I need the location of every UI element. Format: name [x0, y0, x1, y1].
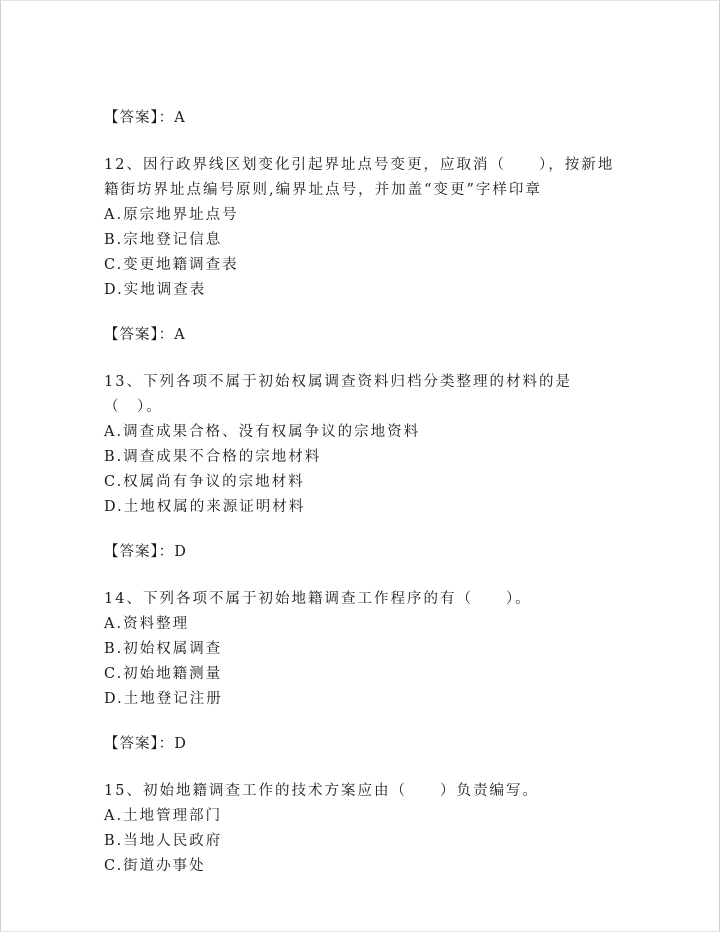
question-12: 12、因行政界线区划变化引起界址点号变更，应取消（ ），按新地籍街坊界址点编号原则,编界址点号，并加盖“变更”字样印章	[104, 157, 615, 198]
option-c: C.变更地籍调查表	[104, 257, 239, 273]
answer-label: 【答案】：A	[104, 110, 186, 126]
question-14: 14、下列各项不属于初始地籍调查工作程序的有（ ）。	[104, 591, 532, 607]
option-c: C.权属尚有争议的宗地材料	[104, 474, 305, 490]
option-a: A.调查成果合格、没有权属争议的宗地资料	[104, 424, 421, 440]
question-15: 15、初始地籍调查工作的技术方案应由（ ）负责编写。	[104, 783, 539, 799]
option-d: D.实地调查表	[104, 282, 207, 298]
option-a: A.资料整理	[104, 616, 190, 632]
option-a: A.原宗地界址点号	[104, 207, 239, 223]
answer-label: 【答案】：D	[104, 736, 187, 752]
option-b: B.当地人民政府	[104, 833, 223, 849]
question-13: 13、下列各项不属于初始权属调查资料归档分类整理的材料的是（ ）。	[104, 374, 572, 415]
document-body	[104, 108, 624, 879]
answer-label: 【答案】：D	[104, 544, 187, 560]
option-b: B.宗地登记信息	[104, 232, 223, 248]
option-b: B.初始权属调查	[104, 641, 223, 657]
option-b: B.调查成果不合格的宗地材料	[104, 449, 322, 465]
option-d: D.土地权属的来源证明材料	[104, 499, 306, 515]
option-d: D.土地登记注册	[104, 691, 223, 707]
answer-label: 【答案】：A	[104, 327, 186, 343]
option-c: C.街道办事处	[104, 858, 206, 874]
option-a: A.土地管理部门	[104, 808, 223, 824]
option-c: C.初始地籍测量	[104, 666, 223, 682]
